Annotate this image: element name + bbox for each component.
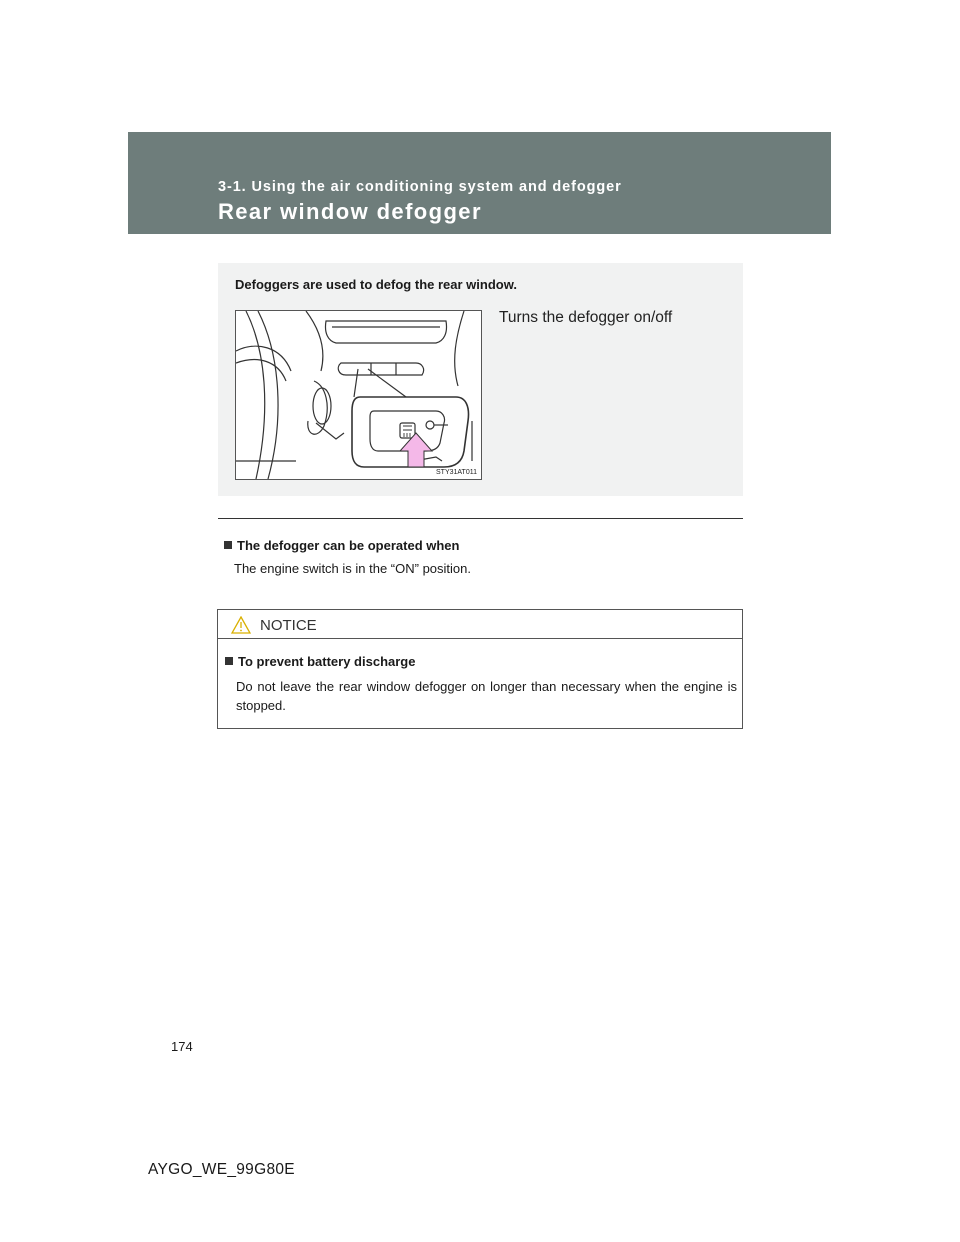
page-title: Rear window defogger (218, 199, 482, 224)
figure-code: STY31AT011 (436, 469, 477, 476)
callout-text: Turns the defogger on/off (499, 309, 673, 326)
defogger-switch-illustration (235, 310, 482, 480)
divider (218, 518, 743, 519)
dashboard-drawing (236, 311, 481, 479)
notice-title (225, 654, 737, 669)
notice-label: NOTICE (260, 617, 317, 634)
intro-text: Defoggers are used to defog the rear window. (235, 277, 517, 292)
square-bullet-icon (224, 541, 232, 549)
info-text: The engine switch is in the “ON” position. (234, 561, 471, 576)
page-header (128, 132, 831, 234)
notice-title-text: To prevent battery discharge (238, 654, 416, 669)
intro-box (218, 263, 743, 496)
warning-triangle-icon (231, 616, 251, 634)
notice-box (217, 609, 743, 729)
section-label: 3-1. Using the air conditioning system and defogger (218, 179, 622, 195)
page-number: 174 (171, 1039, 193, 1054)
square-bullet-icon (225, 657, 233, 665)
manual-code: AYGO_WE_99G80E (148, 1161, 295, 1178)
info-title-text: The defogger can be operated when (237, 538, 460, 553)
notice-text: Do not leave the rear window defogger on longer than necessary when the engine is stopped. (236, 679, 737, 713)
notice-body (225, 654, 737, 715)
info-title (224, 538, 744, 553)
info-item (224, 538, 744, 576)
notice-header (218, 610, 742, 639)
